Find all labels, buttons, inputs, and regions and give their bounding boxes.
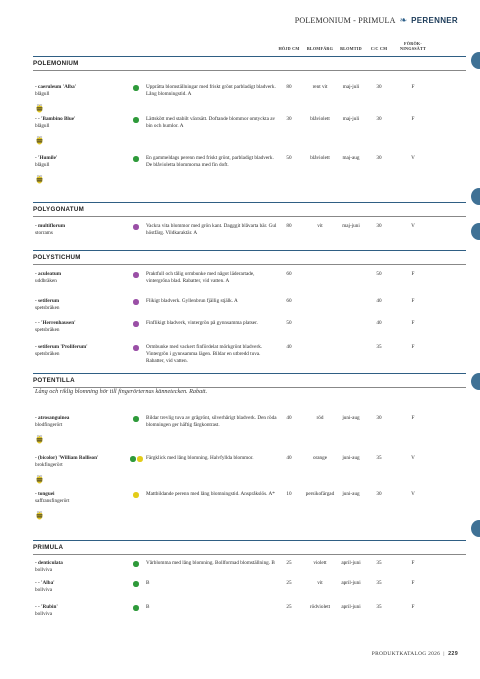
plant-description: Praktfull och tålig ormbunke med något läderartade, vintergröna blad. Rabatter, vid vatten. A xyxy=(146,271,255,285)
plant-common-name: blodfingerört xyxy=(35,422,63,429)
section-underline xyxy=(33,216,466,217)
plant-description: B xyxy=(146,580,150,586)
plant-name-block xyxy=(35,604,123,618)
edge-tab[interactable] xyxy=(471,520,480,537)
plant-spacing: 30 xyxy=(376,415,382,421)
plant-propagation: V xyxy=(411,155,415,161)
green-dot-icon xyxy=(130,456,136,462)
plant-height: 50 xyxy=(286,320,292,326)
section-title: PRIMULA xyxy=(33,544,64,551)
bee-icon xyxy=(36,171,43,181)
plant-name: - multiflorum xyxy=(35,223,66,229)
purple-dot-icon xyxy=(133,299,139,305)
plant-common-name: blågull xyxy=(35,123,50,130)
plant-height: 30 xyxy=(286,116,292,122)
bee-icon xyxy=(36,100,43,110)
edge-tab[interactable] xyxy=(471,223,480,240)
footer-catalog: PRODUKTKATALOG 2026 xyxy=(371,651,441,657)
header-section: POLEMONIUM - PRIMULA xyxy=(294,16,396,25)
green-dot-icon xyxy=(133,605,139,611)
plant-description: Bildar trevlig tuva av grågrönt, silverhårigt bladverk. Den röda blomningen ger häftig färgkontrast. xyxy=(146,415,277,429)
plant-name-block xyxy=(35,580,123,594)
plant-flower-color: persikofärgad xyxy=(305,491,335,497)
plant-common-name: spetsbräken xyxy=(35,305,60,312)
yellow-dot-icon xyxy=(137,456,143,462)
edge-tab[interactable] xyxy=(471,52,480,69)
header-category: PERENNER xyxy=(411,16,458,25)
plant-name: - - 'Herrenhausen' xyxy=(35,320,76,326)
plant-name-block xyxy=(35,344,123,358)
section-title: POLYGONATUM xyxy=(33,206,85,213)
section-rule xyxy=(33,373,466,374)
green-dot-icon xyxy=(133,561,139,567)
section-underline xyxy=(33,264,466,265)
plant-propagation: F xyxy=(411,415,415,421)
plant-common-name: uddbräken xyxy=(35,278,57,285)
section-intro: Lång och riklig blomning hör till fingerörternas kännetecken. Rabatt. xyxy=(35,388,208,395)
plant-height: 40 xyxy=(286,455,292,461)
plant-spacing: 30 xyxy=(376,116,382,122)
column-spacing: C/C CM xyxy=(370,46,388,51)
plant-bloom-time: maj-juli xyxy=(342,116,360,122)
green-dot-icon xyxy=(133,85,139,91)
section-rule xyxy=(33,540,466,541)
green-dot-icon xyxy=(133,156,139,162)
plant-description: Färgklick med lång blomning. Halvfyllda blommor. xyxy=(146,455,254,461)
plant-name: - 'Humile' xyxy=(35,155,58,161)
plant-description: Upprätta blomställningar med friskt grönt parbladigt bladverk. Lång blomningstid. A xyxy=(146,84,276,98)
plant-height: 60 xyxy=(286,271,292,277)
plant-name-block xyxy=(35,155,123,169)
bee-icon xyxy=(36,471,43,481)
plant-propagation: V xyxy=(411,223,415,229)
plant-name: - setiferum 'Proliferum' xyxy=(35,344,88,350)
plant-spacing: 50 xyxy=(376,271,382,277)
plant-propagation: F xyxy=(411,344,415,350)
plant-propagation: F xyxy=(411,580,415,586)
leaf-icon: ❧ xyxy=(399,15,408,25)
plant-flower-color: vit xyxy=(317,580,323,586)
green-dot-icon xyxy=(133,416,139,422)
plant-height: 10 xyxy=(286,491,292,497)
column-leaf-color: BLOMFÄRG xyxy=(306,46,334,51)
green-dot-icon xyxy=(133,117,139,123)
plant-flower-color: blåviolett xyxy=(310,116,330,122)
plant-propagation: F xyxy=(411,320,415,326)
plant-name-block xyxy=(35,116,123,130)
plant-common-name: saffransfingerört xyxy=(35,498,70,505)
purple-dot-icon xyxy=(133,224,139,230)
plant-name: - caeruleum 'Alba' xyxy=(35,84,77,90)
plant-common-name: storrams xyxy=(35,230,53,237)
plant-height: 25 xyxy=(286,604,292,610)
plant-name: - (bicolor) 'William Rollison' xyxy=(35,455,99,461)
plant-spacing: 40 xyxy=(376,320,382,326)
yellow-dot-icon xyxy=(133,492,139,498)
plant-name: - aculeatum xyxy=(35,271,62,277)
plant-height: 60 xyxy=(286,298,292,304)
plant-propagation: F xyxy=(411,271,415,277)
plant-bloom-time: april-juni xyxy=(341,560,361,566)
plant-name-block xyxy=(35,298,123,312)
plant-height: 80 xyxy=(286,84,292,90)
plant-common-name: brokfingerört xyxy=(35,462,63,469)
plant-description: Vårblomma med lång blomning. Bollformad blomställning. B xyxy=(146,560,275,566)
plant-common-name: bollviva xyxy=(35,567,53,574)
plant-description: Finflikigt bladverk, vintergrön på gynnsamma platser. xyxy=(146,320,258,326)
plant-propagation: F xyxy=(411,560,415,566)
page-footer: PRODUKTKATALOG 2026 | 229 xyxy=(371,651,458,657)
plant-name: - denticulata xyxy=(35,560,63,566)
plant-height: 40 xyxy=(286,415,292,421)
plant-bloom-time: maj-aug xyxy=(342,155,360,161)
plant-spacing: 35 xyxy=(376,455,382,461)
bee-icon xyxy=(36,132,43,142)
plant-name-block xyxy=(35,491,123,505)
plant-height: 40 xyxy=(286,344,292,350)
bee-icon xyxy=(36,507,43,517)
column-height: HÖJD CM xyxy=(278,46,300,51)
plant-propagation: F xyxy=(411,116,415,122)
plant-propagation: V xyxy=(411,491,415,497)
plant-bloom-time: juni-aug xyxy=(342,491,360,497)
plant-spacing: 30 xyxy=(376,155,382,161)
plant-spacing: 30 xyxy=(376,84,382,90)
plant-description: En gammeldags perenn med friskt grönt, parbladigt bladverk. De blåvioletta blommorna med fin doft. xyxy=(146,155,274,169)
plant-name: - - 'Alba' xyxy=(35,580,55,586)
plant-flower-color: rent vit xyxy=(312,84,328,90)
plant-propagation: F xyxy=(411,84,415,90)
section-title: POTENTILLA xyxy=(33,377,75,384)
plant-name-block xyxy=(35,223,123,237)
column-propagation-line2: NINGSSÄTT xyxy=(399,46,426,52)
plant-flower-color: blåviolett xyxy=(310,155,330,161)
green-dot-icon xyxy=(133,581,139,587)
plant-height: 80 xyxy=(286,223,292,229)
plant-description: Lättskött med stabilt växtsätt. Doftande blommor omtyckta av bin och humlor. A xyxy=(146,116,276,130)
plant-common-name: bollviva xyxy=(35,611,53,618)
plant-common-name: blågull xyxy=(35,162,50,169)
bee-icon xyxy=(36,431,43,441)
plant-bloom-time: juni-aug xyxy=(342,455,360,461)
plant-description: Flikigt bladverk. Gyllenbrun fjällig stjälk. A xyxy=(146,298,238,304)
plant-description: Ormbunke med vackert finfördelat mörkgrönt bladverk. Vintergrön i gynnsamma lägen. Bildar en utbredd tuva. Rabatter, vid vatten. xyxy=(146,344,263,365)
plant-name: - - 'Bambino Blue' xyxy=(35,116,76,122)
edge-tab[interactable] xyxy=(471,188,480,205)
plant-name-block xyxy=(35,320,123,334)
plant-spacing: 35 xyxy=(376,604,382,610)
plant-bloom-time: april-juni xyxy=(341,580,361,586)
plant-name-block xyxy=(35,271,123,285)
plant-common-name: blågull xyxy=(35,91,50,98)
plant-height: 25 xyxy=(286,580,292,586)
plant-flower-color: vit xyxy=(317,223,323,229)
plant-name-block xyxy=(35,84,123,98)
section-title: POLYSTICHUM xyxy=(33,254,81,261)
purple-dot-icon xyxy=(133,345,139,351)
plant-propagation: F xyxy=(411,298,415,304)
plant-common-name: spetsbräken xyxy=(35,351,60,358)
purple-dot-icon xyxy=(133,272,139,278)
plant-bloom-time: maj-juli xyxy=(342,84,360,90)
plant-name: - - 'Rubin' xyxy=(35,604,58,610)
footer-page-number: 229 xyxy=(448,651,458,657)
plant-description: Vackra vita blommor med grön kant. Dagggit blåvarta bär. Gul höstfärg. Vildkaraktär. A xyxy=(146,223,277,237)
plant-spacing: 35 xyxy=(376,580,382,586)
plant-name: - atrosanguinea xyxy=(35,415,70,421)
plant-spacing: 40 xyxy=(376,298,382,304)
edge-tab[interactable] xyxy=(471,373,480,390)
plant-propagation: V xyxy=(411,455,415,461)
section-rule xyxy=(33,56,466,57)
plant-common-name: bollviva xyxy=(35,587,53,594)
plant-flower-color: orange xyxy=(312,455,328,461)
page-header xyxy=(295,15,458,26)
section-rule xyxy=(33,202,466,203)
plant-common-name: spetsbräken xyxy=(35,327,60,334)
section-rule xyxy=(33,250,466,251)
column-propagation xyxy=(396,41,430,51)
plant-description: Mattbildande perenn med lång blomningstid. Anspråkslös. A* xyxy=(146,491,275,497)
column-propagation-line1: FÖRÖK- xyxy=(404,41,422,46)
plant-propagation: F xyxy=(411,604,415,610)
section-title: POLEMONIUM xyxy=(33,60,79,67)
plant-bloom-time: maj-juni xyxy=(342,223,360,229)
plant-flower-color: rödviolett xyxy=(309,604,331,610)
section-underline xyxy=(33,554,466,555)
plant-spacing: 35 xyxy=(376,344,382,350)
plant-name-block xyxy=(35,455,123,469)
plant-name: - setiferum xyxy=(35,298,60,304)
plant-spacing: 30 xyxy=(376,491,382,497)
plant-height: 25 xyxy=(286,560,292,566)
plant-spacing: 35 xyxy=(376,560,382,566)
plant-name: - tonguei xyxy=(35,491,55,497)
plant-name-block xyxy=(35,560,123,574)
plant-flower-color: violett xyxy=(313,560,327,566)
column-bloom-time: BLOMTID xyxy=(340,46,362,51)
plant-name-block xyxy=(35,415,123,429)
plant-bloom-time: juni-aug xyxy=(342,415,360,421)
plant-description: B xyxy=(146,604,150,610)
plant-bloom-time: april-juni xyxy=(341,604,361,610)
plant-height: 50 xyxy=(286,155,292,161)
plant-spacing: 30 xyxy=(376,223,382,229)
plant-flower-color: röd xyxy=(316,415,324,421)
section-underline xyxy=(33,70,466,71)
purple-dot-icon xyxy=(133,321,139,327)
